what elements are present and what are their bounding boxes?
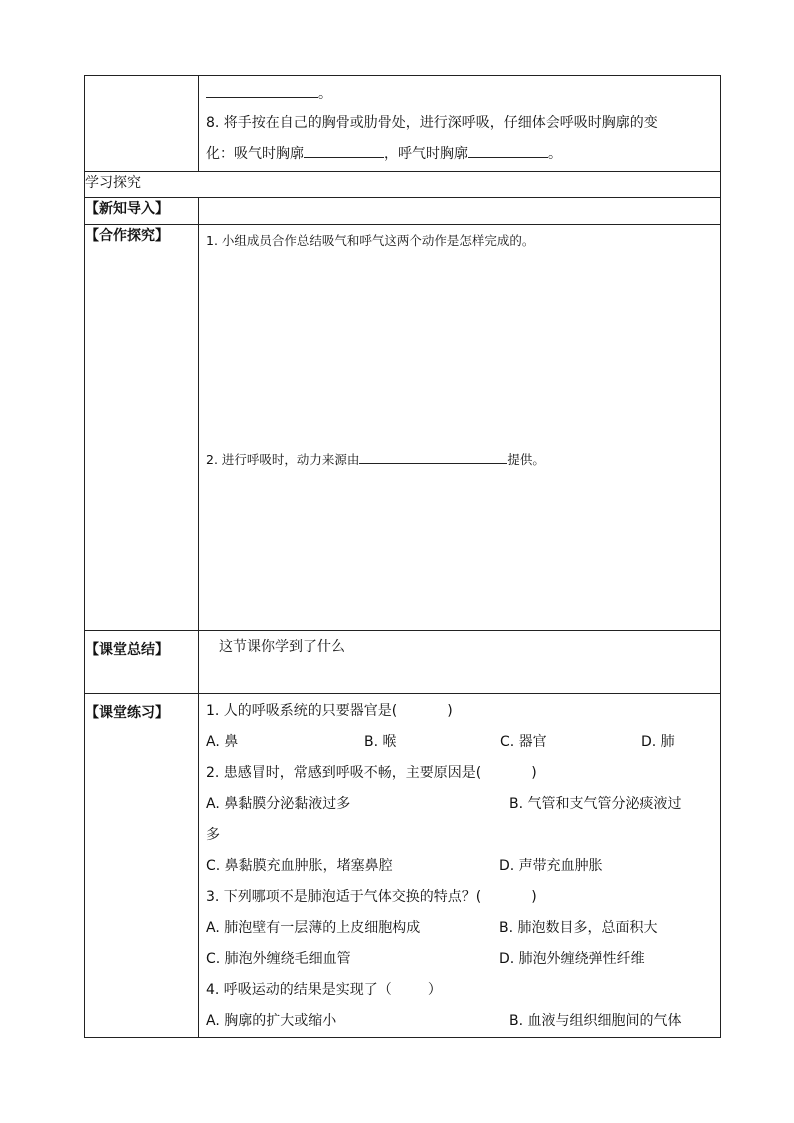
practice-q3-options-ab bbox=[199, 913, 720, 944]
practice-question-2: 2. 患感冒时，常感到呼吸不畅，主要原因是( ) bbox=[206, 765, 537, 781]
worksheet-table bbox=[84, 75, 721, 1038]
inhale-blank[interactable] bbox=[304, 143, 384, 158]
practice-q4-options-ab bbox=[199, 1006, 720, 1037]
practice-content bbox=[199, 694, 721, 1038]
practice-question-1: 1. 人的呼吸系统的只要器官是( ) bbox=[206, 703, 453, 719]
coop-question-2: 2. 进行呼吸时，动力来源由 提供。 bbox=[206, 452, 545, 467]
practice-q2-options-ab bbox=[199, 789, 720, 820]
practice-q3-options-cd bbox=[199, 944, 720, 975]
option-b[interactable]: B. 喉 bbox=[364, 734, 397, 750]
empty-label-cell bbox=[85, 76, 199, 172]
practice-q2-options-cd bbox=[199, 851, 720, 882]
exhale-blank[interactable] bbox=[468, 143, 548, 158]
option-d[interactable]: D. 肺泡外缠绕弹性纤维 bbox=[499, 951, 645, 967]
coop-question-1: 1. 小组成员合作总结吸气和呼气这两个动作是怎样完成的。 bbox=[206, 233, 535, 248]
option-a[interactable]: A. 鼻 bbox=[206, 734, 239, 750]
coop-content bbox=[199, 225, 721, 631]
option-b-continued: 多 bbox=[206, 827, 220, 843]
coop-label: 【合作探究】 bbox=[85, 225, 199, 631]
question-8-line1: 8. 将手按在自己的胸骨或肋骨处，进行深呼吸，仔细体会呼吸时胸廓的变 bbox=[206, 115, 658, 131]
option-a[interactable]: A. 鼻黏膜分泌黏液过多 bbox=[206, 796, 351, 812]
option-d[interactable]: D. 肺 bbox=[641, 734, 675, 750]
option-b[interactable]: B. 血液与组织细胞间的气体 bbox=[509, 1013, 682, 1029]
option-a[interactable]: A. 肺泡壁有一层薄的上皮细胞构成 bbox=[206, 920, 421, 936]
question-8-line2: 化：吸气时胸廓 ，呼气时胸廓 。 bbox=[199, 139, 720, 170]
previous-questions-row bbox=[85, 76, 721, 172]
coop-row bbox=[85, 225, 721, 631]
new-intro-row bbox=[85, 198, 721, 225]
answer-line-7: 。 bbox=[199, 76, 720, 112]
summary-label: 【课堂总结】 bbox=[85, 631, 199, 694]
previous-questions-cell bbox=[199, 76, 721, 172]
practice-q1-options bbox=[199, 727, 720, 758]
new-intro-content[interactable] bbox=[199, 198, 721, 225]
practice-question-3: 3. 下列哪项不是肺泡适于气体交换的特点？( ) bbox=[206, 889, 537, 905]
power-source-blank[interactable] bbox=[359, 451, 507, 464]
summary-content bbox=[199, 631, 721, 694]
section-title: 学习探究 bbox=[85, 172, 721, 198]
practice-question-4: 4. 呼吸运动的结果是实现了（ ） bbox=[206, 982, 442, 998]
option-c[interactable]: C. 器官 bbox=[500, 734, 547, 750]
new-intro-label: 【新知导入】 bbox=[85, 198, 199, 225]
option-b[interactable]: B. 气管和支气管分泌痰液过 bbox=[509, 796, 682, 812]
option-c[interactable]: C. 鼻黏膜充血肿胀，堵塞鼻腔 bbox=[206, 858, 393, 874]
section-header-row bbox=[85, 172, 721, 198]
option-b[interactable]: B. 肺泡数目多，总面积大 bbox=[499, 920, 658, 936]
practice-row bbox=[85, 694, 721, 1038]
summary-row bbox=[85, 631, 721, 694]
option-c[interactable]: C. 肺泡外缠绕毛细血管 bbox=[206, 951, 351, 967]
blank-line[interactable] bbox=[206, 83, 318, 98]
practice-label: 【课堂练习】 bbox=[85, 694, 199, 1038]
option-a[interactable]: A. 胸廓的扩大或缩小 bbox=[206, 1013, 337, 1029]
option-d[interactable]: D. 声带充血肿胀 bbox=[499, 858, 603, 874]
summary-text: 这节课你学到了什么 bbox=[219, 639, 345, 655]
